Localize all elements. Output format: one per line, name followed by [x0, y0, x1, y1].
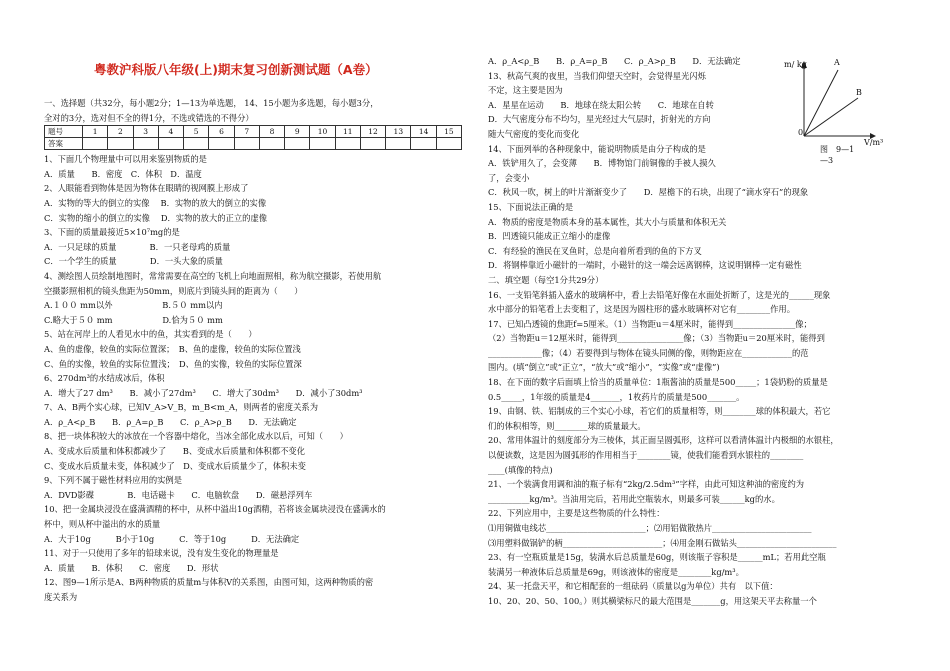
table-cell: 4 — [158, 126, 183, 138]
question-line: 0.5_____，1年级的质量是4_______，1枚药片的质量是500_______。 — [488, 391, 745, 402]
question-line: 1、下面几个物理量中可以用来鉴别物质的是 — [44, 154, 207, 165]
table-cell: 1 — [83, 126, 108, 138]
question-line: 2、人眼能看到物体是因为物体在眼睛的视网膜上形成了 — [44, 183, 249, 194]
answer-cell[interactable] — [133, 138, 158, 150]
section-heading: 一、选择题（共32分，每小题2分；1—13为单选题， 14、15小题为多选题，每小题3分， — [44, 98, 379, 108]
question-line: A．ρ_A<ρ_B B．ρ_A=ρ_B C．ρ_A>ρ_B D．无法确定 — [44, 416, 297, 427]
mass-volume-figure — [784, 58, 900, 168]
question-line: ____(填像的特点) — [488, 464, 553, 475]
question-line: 6、270dm³的水结成冰后，体积 — [44, 373, 165, 384]
answer-cell[interactable] — [386, 138, 411, 150]
question-line: 3、下面的质量最接近5×10⁷mg的是 — [44, 227, 180, 238]
question-line: D．将钢棒靠近小磁针的一端时，小磁针的这一端会远离钢棒，这说明钢棒一定有磁性 — [488, 260, 802, 271]
question-line: 14、下面列举的各种现象中，能说明物质是由分子构成的是 — [488, 143, 706, 154]
answer-cell[interactable] — [285, 138, 310, 150]
question-line: 以便读数，这是因为圆弧形的作用相当于________镜，使我们能看到水银柱的________ — [488, 450, 804, 461]
question-line: C．一个学生的质量 D．一头大象的质量 — [44, 256, 223, 267]
answer-cell[interactable] — [360, 138, 385, 150]
table-row-answers — [45, 138, 462, 150]
question-line: C．有经验的渔民在叉鱼时，总是向着所看到的鱼的下方叉 — [488, 245, 702, 256]
question-line: 二、填空题（每空1分共29分） — [488, 274, 604, 285]
table-cell: 11 — [335, 126, 360, 138]
left-question-list — [44, 152, 462, 604]
question-line: A．实物的等大的倒立的实像 B．实物的放大的倒立的实像 — [44, 197, 267, 208]
question-line: 5、站在河岸上的人看见水中的鱼，其实看到的是（ ） — [44, 329, 257, 340]
table-cell: 6 — [209, 126, 234, 138]
answer-cell[interactable] — [184, 138, 209, 150]
question-line: A．铁铲用久了，会变薄 B．博物馆门前铜像的手被人摸久 — [488, 158, 716, 169]
question-line: 15、下面说法正确的是 — [488, 201, 574, 212]
answer-cell[interactable] — [158, 138, 183, 150]
question-line: C、变成水后质量未变，体积减少了 D、变成水后质量少了，体积未变 — [44, 460, 306, 471]
question-line: C．实物的缩小的倒立的实像 D．实物的放大的正立的虚像 — [44, 212, 268, 223]
question-line: C、鱼的实像，较鱼的实际位置浅； D、鱼的实像，较鱼的实际位置深 — [44, 358, 302, 369]
question-line: 18、在下面的数字后面填上恰当的质量单位：1瓶酱油的质量是500_____；1袋奶粉的质量是 — [488, 377, 828, 388]
question-line: C．秋风一吹，树上的叶片渐渐变少了 D．屋檐下的石块，出现了“滴水穿石”的现象 — [488, 187, 809, 198]
question-line: _____________像；（4）若要得到与物体在镜头同侧的像，则物距应在____________的范 — [488, 347, 809, 358]
question-line: ⑶用塑料做锅铲的柄________________________；⑷用金刚石做钻头________________________ — [488, 537, 837, 548]
question-line: 不定，这主要是因为 — [488, 85, 563, 96]
question-line: 10、20、20、50、100。）则其横梁标尺的最大范围是_______g，用这架天平去称量一个 — [488, 595, 817, 606]
origin-label: 0 — [798, 128, 804, 137]
question-line: 21、一个装满食用调和油的瓶子标有“2kg/2.5dm³”字样，由此可知这种油的密度约为 — [488, 479, 805, 490]
line-b-label: B — [856, 88, 862, 97]
question-line: 度关系为 — [44, 592, 78, 602]
line-b — [804, 98, 858, 136]
question-line: A．质量 B．体积 C．密度 D．形状 — [44, 562, 219, 573]
y-axis-label: m/ kg — [784, 60, 807, 69]
question-line: A、鱼的虚像，较鱼的实际位置深； B、鱼的虚像，较鱼的实际位置浅 — [44, 343, 301, 354]
question-line: 20、常用体温计的刻度部分为三棱体，其正面呈圆弧形，这样可以看清体温计内极细的水银柱， — [488, 435, 839, 446]
question-line: 们的体积相等，则________球的质量最大。 — [488, 420, 646, 431]
question-line: A．物质的密度是物质本身的基本属性，其大小与质量和体积无关 — [488, 216, 727, 227]
table-cell: 3 — [133, 126, 158, 138]
table-cell: 14 — [411, 126, 436, 138]
question-line: A、变成水后质量和体积都减少了 B、变成水后质量和体积都不变化 — [44, 446, 305, 457]
table-row-label: 答案 — [45, 138, 83, 150]
question-line: 9、下列不属于磁性材料应用的实例是 — [44, 475, 183, 486]
answer-cell[interactable] — [335, 138, 360, 150]
question-line: 7、A、B两个实心球，已知V_A>V_B，m_B<m_A，则两者的密度关系为 — [44, 402, 318, 413]
question-line: 16、一支铅笔斜插入盛水的玻璃杯中，看上去铅笔好像在水面处折断了，这是光的______现象 — [488, 289, 831, 300]
question-line: ⑴用铜做电线芯________________________；⑵用铝做散热片________________________ — [488, 523, 812, 533]
question-line: 11、对于一只使用了多年的铅球来说，没有发生变化的物理量是 — [44, 548, 279, 559]
question-line: A．大于10g B小于10g C．等于10g D．无法确定 — [44, 533, 300, 544]
question-line: 17、已知凸透镜的焦距f=5厘米。（1）当物距u＝4厘米时，能得到_______________像； — [488, 318, 812, 329]
answer-cell[interactable] — [209, 138, 234, 150]
x-axis-label: V/m³ — [864, 138, 884, 147]
question-line: 水中部分的铅笔看上去变粗了，这是因为圆柱形的盛水玻璃杯对它有________作用。 — [488, 304, 795, 315]
question-line: 装满另一种液体后总质量是69g，则该液体的密度是________kg/m³。 — [488, 566, 744, 577]
line-a-label: A — [834, 58, 840, 67]
table-cell: 15 — [436, 126, 461, 138]
question-line: 空摄影照相机的镜头焦距为50mm，则底片到镜头间的距离为（ ） — [44, 285, 303, 296]
question-line: A．星星在运动 B．地球在绕太阳公转 C．地球在自转 — [488, 99, 714, 110]
answer-cell[interactable] — [411, 138, 436, 150]
question-line: 13、秋高气爽的夜里，当我们仰望天空时，会觉得星光闪烁 — [488, 70, 706, 81]
question-line: （2）当物距u＝12厘米时，能得到________________像；（3）当物距u＝20厘米时，能得到 — [488, 333, 825, 344]
question-line: A．DVD影碟 B．电话磁卡 C．电脑软盘 D．磁悬浮列车 — [44, 489, 313, 500]
line-a — [804, 70, 838, 136]
question-line: 围内。(填“倒立”或“正立”，“放大”或“缩小”，“实像”或“虚像”) — [488, 362, 720, 373]
page-title: 粤教沪科版八年级(上)期末复习创新测试题（A卷） — [94, 62, 378, 77]
answer-cell[interactable] — [108, 138, 133, 150]
question-line: B．凹透镜只能成正立缩小的虚像 — [488, 231, 611, 242]
question-line: A.１００ mm以外 B.５０ mm以内 — [44, 300, 223, 311]
table-cell: 5 — [184, 126, 209, 138]
table-cell: 7 — [234, 126, 259, 138]
question-line: D．大气密度分布不均匀，星光经过大气层时，折射光的方向 — [488, 114, 711, 125]
question-line: 4、测绘图人员绘制地图时，常常需要在高空的飞机上向地面照相，称为航空摄影，若使用航 — [44, 270, 382, 281]
table-cell: 2 — [108, 126, 133, 138]
question-line: A．一只足球的质量 B．一只老母鸡的质量 — [44, 241, 231, 252]
table-row-label: 题号 — [45, 126, 83, 138]
question-line: __________kg/m³。当油用完后，若用此空瓶装水，则最多可装______kg的水。 — [488, 493, 780, 504]
left-column — [44, 96, 462, 605]
question-line: C.略大于５０ mm D.恰为５０ mm — [44, 314, 223, 325]
table-cell: 10 — [310, 126, 335, 138]
table-cell: 9 — [285, 126, 310, 138]
question-line: 19、由钢、铁、铝制成的三个实心小球，若它们的质量相等，则________球的体积最大，若它 — [488, 406, 831, 417]
question-line: 24、某一托盘天平，和它相配套的一组砝码（质量以g为单位）共有 以下值： — [488, 581, 778, 592]
question-line: 随大气密度的变化而变化 — [488, 128, 580, 139]
answer-cell[interactable] — [83, 138, 108, 150]
table-row-numbers — [45, 126, 462, 138]
question-line: A．质量 B．密度 C．体积 D．温度 — [44, 168, 202, 179]
question-line: 杯中，则从杯中溢出的水的质量 — [44, 519, 161, 530]
section-heading-cont: 全对的3分，选对但不全的得1分，不选或错选的不得分） — [44, 112, 254, 123]
table-cell: 8 — [259, 126, 284, 138]
question-line: 23、有一空瓶质量是15g，装满水后总质量是60g，则该瓶子容积是______mL；若用此空瓶 — [488, 552, 826, 563]
answer-cell[interactable] — [310, 138, 335, 150]
answer-cell[interactable] — [436, 138, 461, 150]
answer-cell[interactable] — [234, 138, 259, 150]
table-cell: 13 — [386, 126, 411, 138]
question-line: 了，会变小 — [488, 172, 530, 183]
figure-caption: 图 9—1 — [820, 145, 855, 154]
question-line: 8、把一块体积较大的冰放在一个容器中熔化，当冰全部化成水以后，可知（ ） — [44, 431, 348, 442]
table-cell: 12 — [360, 126, 385, 138]
answer-cell[interactable] — [259, 138, 284, 150]
question-line: A．增大了27 dm³ B．减小了27dm³ C．增大了30dm³ D．减小了30dm³ — [44, 387, 363, 398]
question-line: A．ρ_A<ρ_B B．ρ_A=ρ_B C．ρ_A>ρ_B D．无法确定 — [488, 56, 741, 66]
answer-table — [44, 125, 462, 150]
question-line: 10、把一金属块浸没在盛满酒精的杯中，从杯中溢出10g酒精，若将该金属块浸没在盛满水的 — [44, 504, 386, 515]
figure-caption-cont: —3 — [820, 156, 834, 165]
question-line: 12、图9—1所示是A、B两种物质的质量m与体积V的关系图，由图可知，这两种物质的密 — [44, 577, 374, 588]
question-line: 22、下列应用中，主要是这些物质的什么特性： — [488, 508, 665, 519]
